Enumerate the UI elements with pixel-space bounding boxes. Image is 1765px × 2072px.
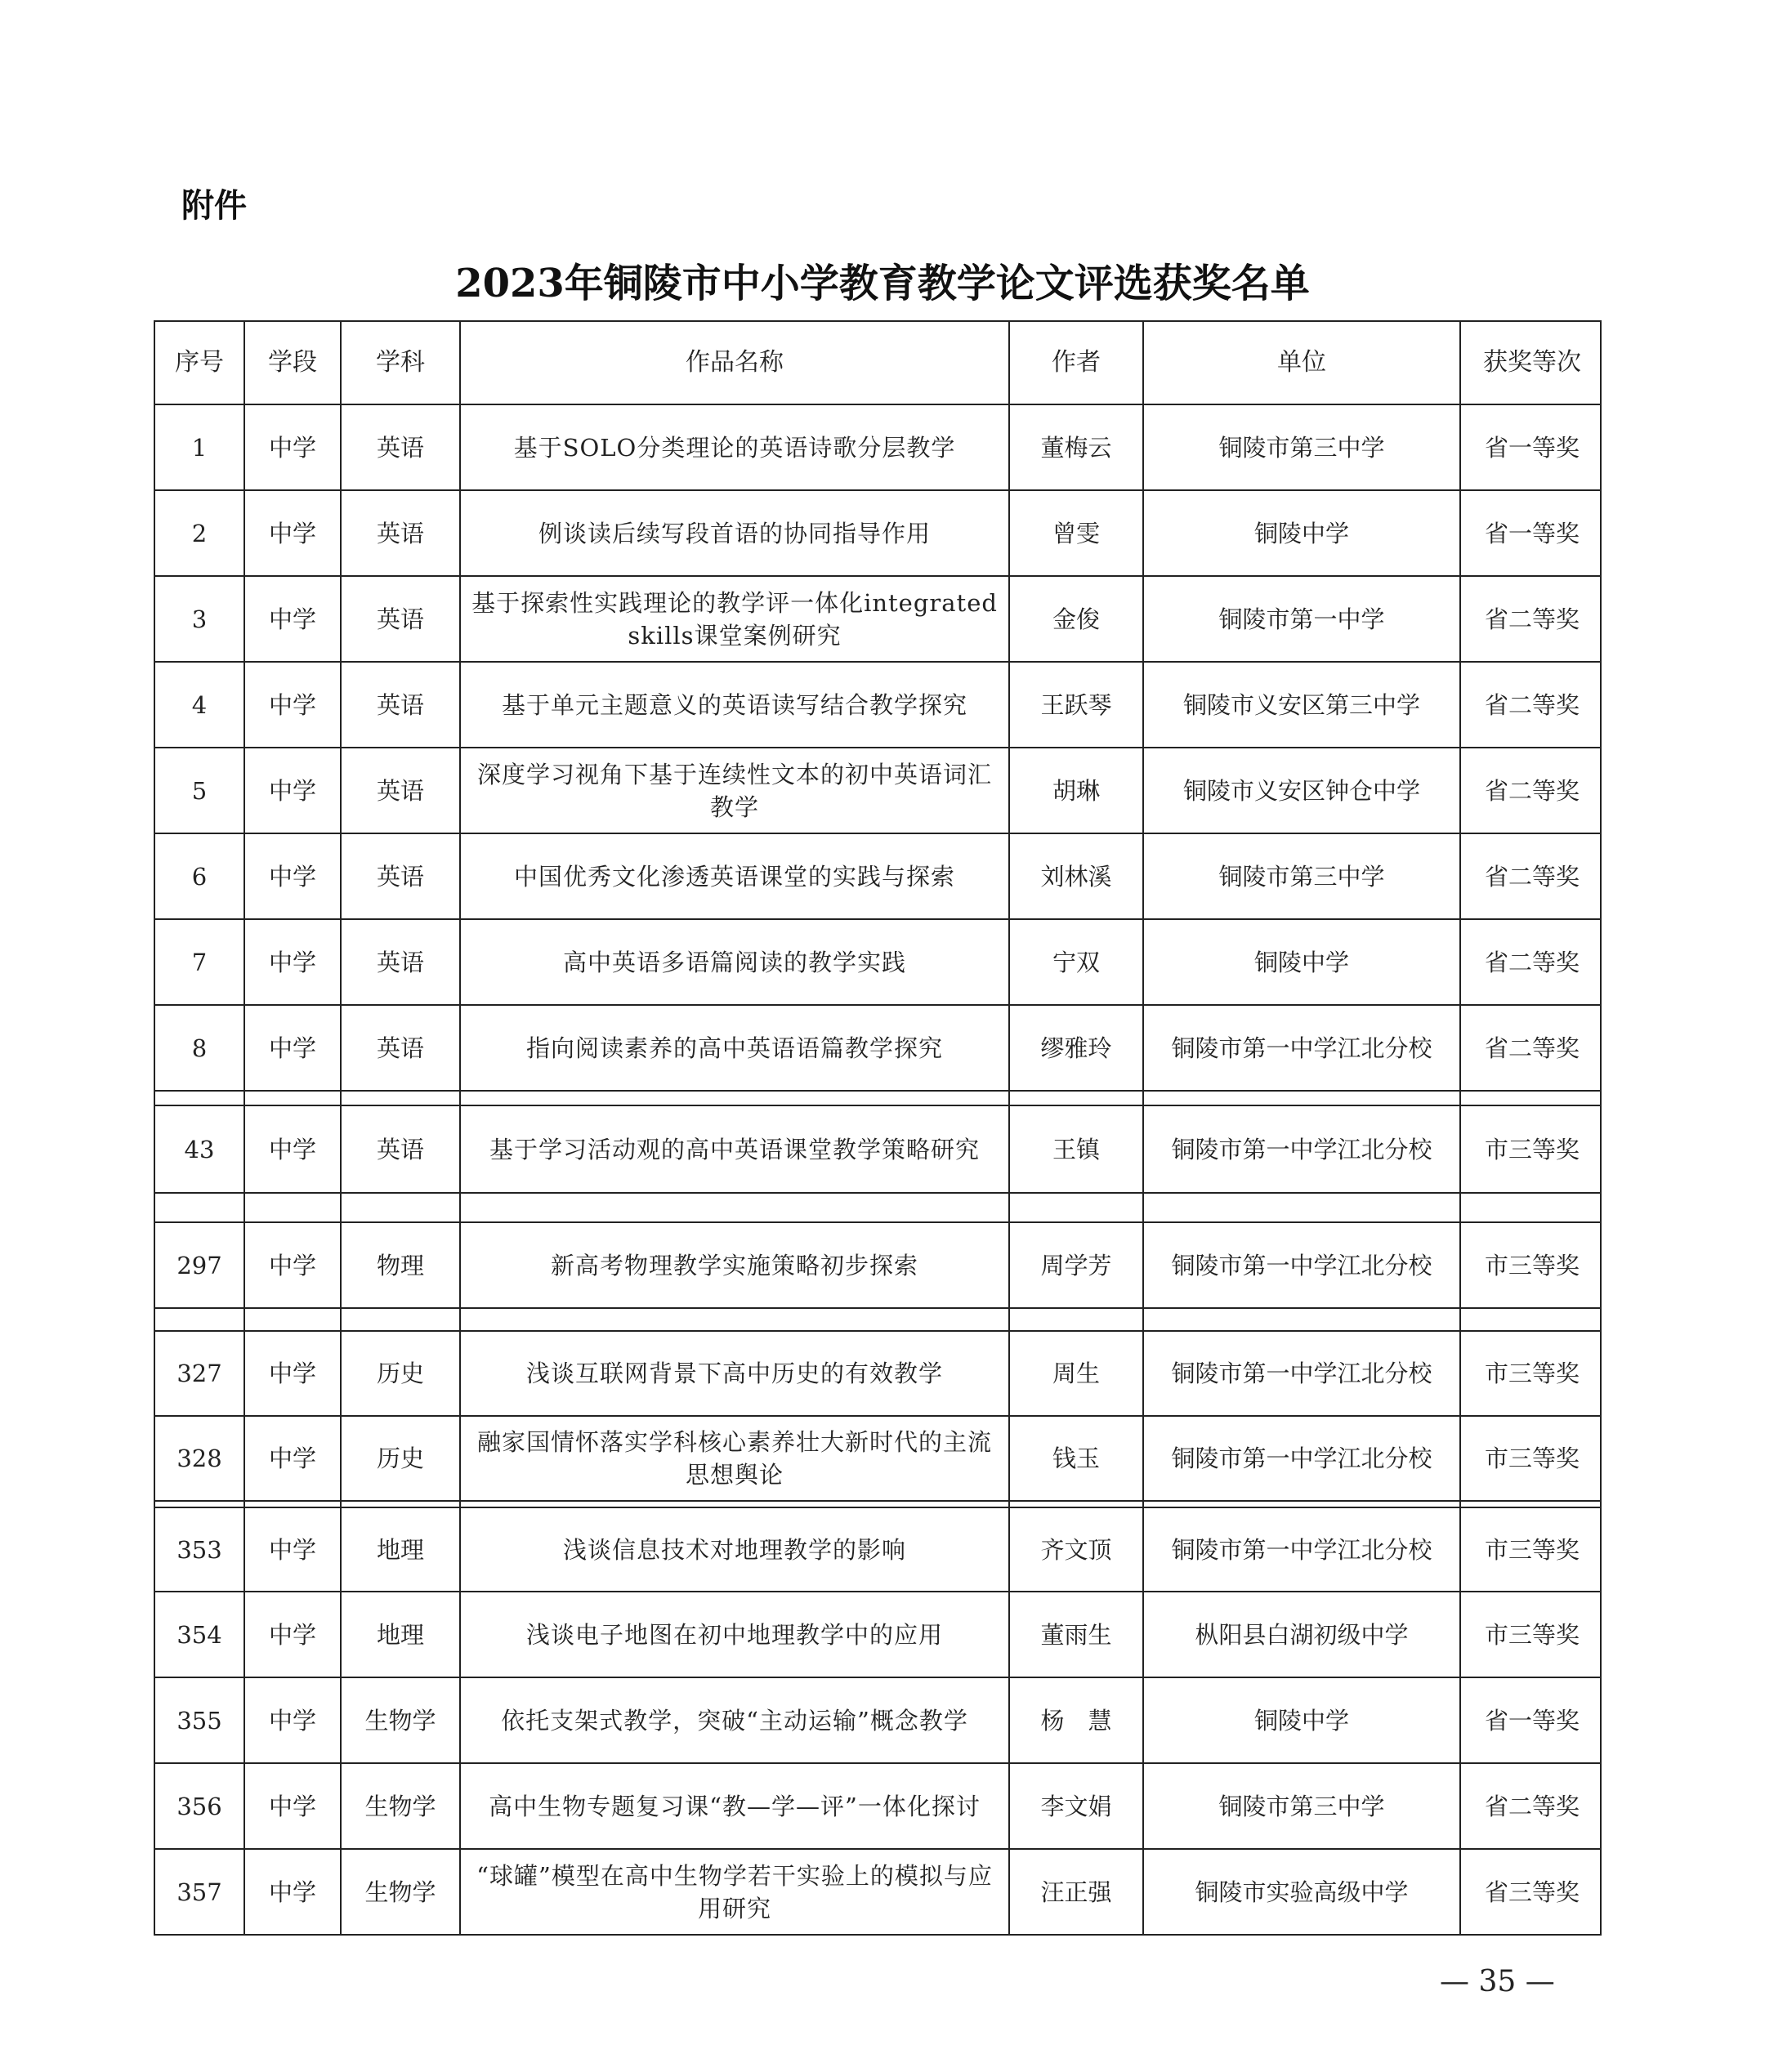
cell-unit: 铜陵中学	[1144, 491, 1461, 575]
cell-index: 354	[155, 1592, 245, 1677]
cell-unit: 铜陵市第三中学	[1144, 1764, 1461, 1848]
cell-subject: 英语	[342, 1106, 461, 1192]
cell-award: 市三等奖	[1484, 1251, 1580, 1279]
cell-index: 43	[155, 1106, 245, 1192]
cell-subject: 英语	[342, 920, 461, 1004]
cell-subject: 英语	[342, 577, 461, 661]
header-author: 作者	[1010, 322, 1144, 404]
table-row	[154, 405, 1602, 491]
cell-level: 中学	[245, 1764, 342, 1848]
header-subject: 学科	[342, 322, 461, 404]
cell-level: 中学	[245, 405, 342, 489]
cell-award: 市三等奖	[1484, 1360, 1580, 1387]
table-row	[154, 577, 1602, 663]
cell-unit: 铜陵市第一中学江北分校	[1144, 1332, 1461, 1415]
table-row	[154, 1678, 1602, 1764]
cell-subject: 生物学	[342, 1678, 461, 1762]
cell-author: 钱玉	[1010, 1417, 1144, 1500]
cell-author: 董梅云	[1010, 405, 1144, 489]
cell-unit: 铜陵市第一中学江北分校	[1144, 1106, 1461, 1192]
cell-award: 省一等奖	[1484, 433, 1580, 462]
cell-author: 齐文顶	[1010, 1508, 1144, 1591]
header-level: 学段	[245, 322, 342, 404]
cell-author: 刘林溪	[1010, 834, 1144, 918]
cell-award: 省二等奖	[1484, 605, 1580, 633]
cell-subject: 英语	[342, 748, 461, 833]
cell-award: 省二等奖	[1484, 690, 1580, 719]
cell-unit: 枞阳县白湖初级中学	[1144, 1592, 1461, 1677]
cell-index: 355	[155, 1678, 245, 1762]
cell-work-title: 融家国情怀落实学科核心素养壮大新时代的主流思想舆论	[461, 1417, 1010, 1500]
cell-level: 中学	[245, 1006, 342, 1090]
cell-work-title: 例谈读后续写段首语的协同指导作用	[461, 491, 1010, 575]
excerpt-separator	[154, 1194, 1602, 1223]
cell-subject: 英语	[342, 834, 461, 918]
cell-work-title: 基于学习活动观的高中英语课堂教学策略研究	[461, 1106, 1010, 1192]
cell-author: 周生	[1010, 1332, 1144, 1415]
award-table	[154, 320, 1602, 1936]
cell-index: 328	[155, 1417, 245, 1500]
cell-award: 省二等奖	[1484, 1792, 1580, 1820]
cell-subject: 英语	[342, 405, 461, 489]
cell-unit: 铜陵市实验高级中学	[1144, 1850, 1461, 1934]
cell-index: 297	[155, 1223, 245, 1307]
cell-subject: 英语	[342, 491, 461, 575]
cell-level: 中学	[245, 1223, 342, 1307]
cell-author: 曾雯	[1010, 491, 1144, 575]
table-row	[154, 1417, 1602, 1502]
cell-author: 王镇	[1010, 1106, 1144, 1192]
cell-unit: 铜陵市第一中学江北分校	[1144, 1223, 1461, 1307]
cell-award: 市三等奖	[1484, 1445, 1580, 1472]
cell-award: 省二等奖	[1484, 1034, 1580, 1062]
cell-work-title: 深度学习视角下基于连续性文本的初中英语词汇教学	[461, 748, 1010, 833]
attachment-label: 附件	[181, 187, 247, 225]
cell-subject: 英语	[342, 663, 461, 747]
cell-unit: 铜陵市第一中学	[1144, 577, 1461, 661]
cell-level: 中学	[245, 577, 342, 661]
table-row	[154, 1223, 1602, 1309]
cell-author: 宁双	[1010, 920, 1144, 1004]
table-row	[154, 1764, 1602, 1850]
cell-subject: 英语	[342, 1006, 461, 1090]
header-work-title: 作品名称	[461, 322, 1010, 404]
cell-level: 中学	[245, 663, 342, 747]
cell-author: 缪雅玲	[1010, 1006, 1144, 1090]
header-index: 序号	[155, 322, 245, 404]
cell-work-title: 浅谈电子地图在初中地理教学中的应用	[461, 1592, 1010, 1677]
cell-level: 中学	[245, 1850, 342, 1934]
excerpt-separator	[154, 1502, 1602, 1508]
cell-index: 1	[155, 405, 245, 489]
cell-index: 7	[155, 920, 245, 1004]
cell-work-title: 指向阅读素养的高中英语语篇教学探究	[461, 1006, 1010, 1090]
table-row	[154, 491, 1602, 577]
cell-unit: 铜陵市第三中学	[1144, 834, 1461, 918]
cell-work-title: 基于单元主题意义的英语读写结合教学探究	[461, 663, 1010, 747]
cell-subject: 生物学	[342, 1764, 461, 1848]
cell-subject: 物理	[342, 1223, 461, 1307]
cell-index: 6	[155, 834, 245, 918]
cell-work-title: 新高考物理教学实施策略初步探索	[461, 1223, 1010, 1307]
cell-author: 汪正强	[1010, 1850, 1144, 1934]
cell-level: 中学	[245, 1106, 342, 1192]
cell-unit: 铜陵市第三中学	[1144, 405, 1461, 489]
table-row	[154, 1508, 1602, 1592]
cell-work-title: 高中英语多语篇阅读的教学实践	[461, 920, 1010, 1004]
cell-award: 省一等奖	[1484, 519, 1580, 547]
table-row	[154, 663, 1602, 748]
cell-author: 李文娟	[1010, 1764, 1144, 1848]
cell-level: 中学	[245, 1592, 342, 1677]
cell-subject: 地理	[342, 1508, 461, 1591]
cell-author: 董雨生	[1010, 1592, 1144, 1677]
cell-level: 中学	[245, 491, 342, 575]
cell-award: 省二等奖	[1484, 948, 1580, 976]
cell-index: 356	[155, 1764, 245, 1848]
cell-work-title: 基于探索性实践理论的教学评一体化integrated skills课堂案例研究	[461, 577, 1010, 661]
table-row	[154, 1850, 1602, 1936]
cell-award: 省三等奖	[1484, 1878, 1580, 1906]
excerpt-separator	[154, 1092, 1602, 1106]
table-row	[154, 1592, 1602, 1678]
cell-index: 357	[155, 1850, 245, 1934]
table-row	[154, 1106, 1602, 1194]
cell-work-title: 高中生物专题复习课“教—学—评”一体化探讨	[461, 1764, 1010, 1848]
cell-work-title: 浅谈信息技术对地理教学的影响	[461, 1508, 1010, 1591]
cell-work-title: 中国优秀文化渗透英语课堂的实践与探索	[461, 834, 1010, 918]
cell-level: 中学	[245, 920, 342, 1004]
cell-index: 3	[155, 577, 245, 661]
excerpt-separator	[154, 1309, 1602, 1332]
document-title: 2023年铜陵市中小学教育教学论文评选获奖名单	[455, 261, 1310, 306]
cell-level: 中学	[245, 834, 342, 918]
cell-award: 市三等奖	[1484, 1620, 1580, 1649]
table-row	[154, 748, 1602, 834]
cell-unit: 铜陵中学	[1144, 920, 1461, 1004]
table-row	[154, 920, 1602, 1006]
cell-award: 省一等奖	[1484, 1706, 1580, 1735]
table-row	[154, 1332, 1602, 1417]
cell-index: 353	[155, 1508, 245, 1591]
cell-subject: 地理	[342, 1592, 461, 1677]
cell-index: 8	[155, 1006, 245, 1090]
cell-award: 省二等奖	[1484, 862, 1580, 891]
header-unit: 单位	[1144, 322, 1461, 404]
cell-author: 王跃琴	[1010, 663, 1144, 747]
cell-award: 省二等奖	[1484, 776, 1580, 805]
cell-index: 327	[155, 1332, 245, 1415]
cell-unit: 铜陵市义安区第三中学	[1144, 663, 1461, 747]
cell-award: 市三等奖	[1484, 1135, 1580, 1163]
cell-subject: 历史	[342, 1417, 461, 1500]
table-row	[154, 834, 1602, 920]
cell-author: 杨 慧	[1010, 1678, 1144, 1762]
cell-index: 5	[155, 748, 245, 833]
cell-unit: 铜陵市义安区钟仓中学	[1144, 748, 1461, 833]
cell-author: 周学芳	[1010, 1223, 1144, 1307]
cell-subject: 生物学	[342, 1850, 461, 1934]
cell-index: 2	[155, 491, 245, 575]
cell-award: 市三等奖	[1484, 1535, 1580, 1564]
cell-level: 中学	[245, 748, 342, 833]
cell-level: 中学	[245, 1332, 342, 1415]
cell-work-title: 基于SOLO分类理论的英语诗歌分层教学	[461, 405, 1010, 489]
cell-work-title: “球罐”模型在高中生物学若干实验上的模拟与应用研究	[461, 1850, 1010, 1934]
cell-unit: 铜陵市第一中学江北分校	[1144, 1417, 1461, 1500]
cell-level: 中学	[245, 1508, 342, 1591]
cell-subject: 历史	[342, 1332, 461, 1415]
cell-level: 中学	[245, 1417, 342, 1500]
cell-work-title: 浅谈互联网背景下高中历史的有效教学	[461, 1332, 1010, 1415]
cell-work-title: 依托支架式教学，突破“主动运输”概念教学	[461, 1678, 1010, 1762]
cell-index: 4	[155, 663, 245, 747]
page-number: — 35 —	[1440, 1965, 1555, 1998]
table-header-row	[154, 320, 1602, 405]
cell-unit: 铜陵市第一中学江北分校	[1144, 1006, 1461, 1090]
cell-author: 金俊	[1010, 577, 1144, 661]
header-award: 获奖等次	[1483, 348, 1581, 377]
cell-unit: 铜陵中学	[1144, 1678, 1461, 1762]
cell-author: 胡琳	[1010, 748, 1144, 833]
cell-level: 中学	[245, 1678, 342, 1762]
table-row	[154, 1006, 1602, 1092]
cell-unit: 铜陵市第一中学江北分校	[1144, 1508, 1461, 1591]
